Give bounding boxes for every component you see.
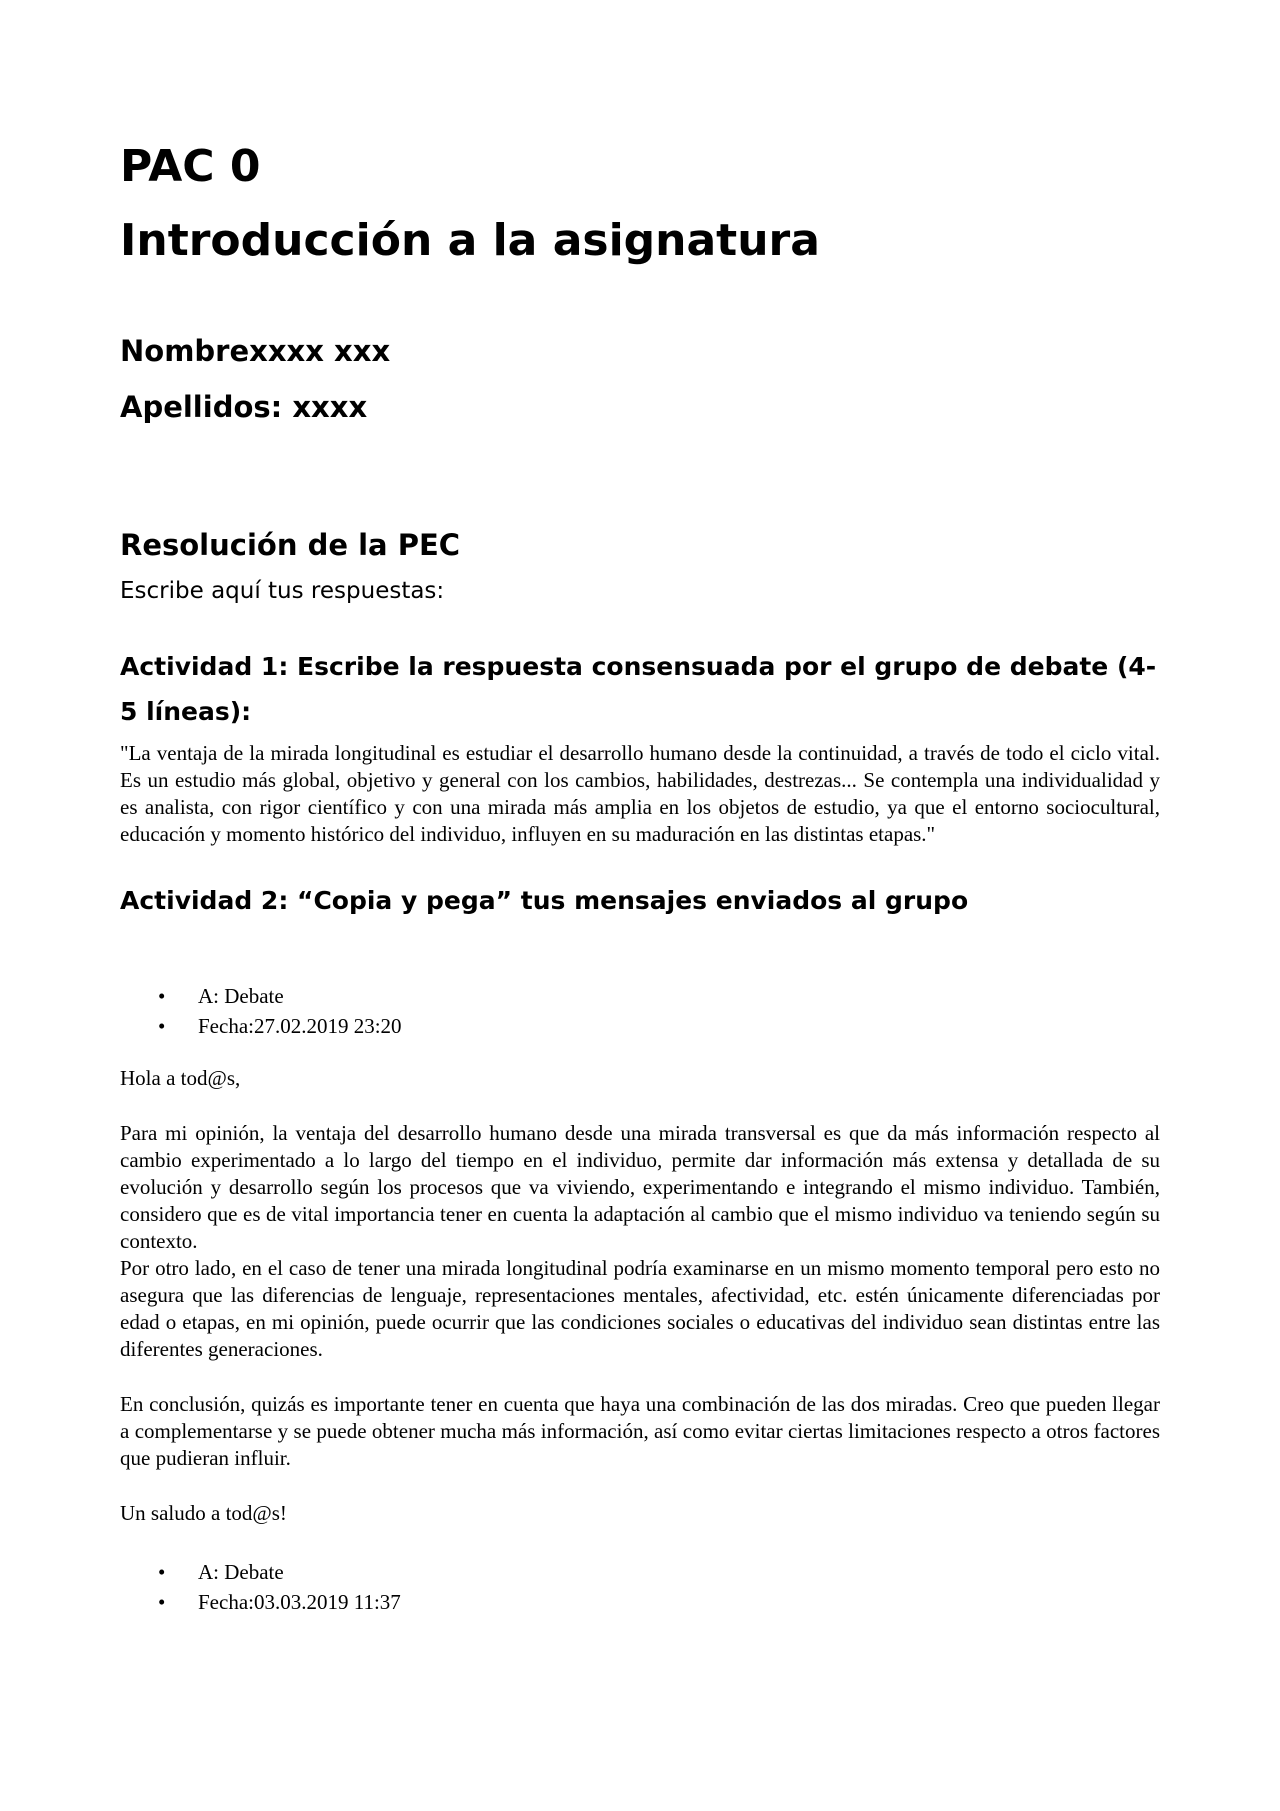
activity2-heading: Actividad 2: “Copia y pega” tus mensajes enviados al grupo bbox=[120, 886, 969, 915]
document-page bbox=[120, 140, 1160, 1617]
list-item bbox=[120, 1587, 1160, 1617]
student-surname: Apellidos: xxxx bbox=[120, 390, 368, 424]
message1-paragraph-2: Por otro lado, en el caso de tener una mirada longitudinal podría examinarse en un mismo momento temporal pero esto no asegura que las diferencias de lenguaje, representaciones mentales, afectividad, etc. estén únicamente diferenciadas por edad o etapas, en mi opinión, puede ocurrir que las condiciones sociales o educativas del individuo sean distintas entre las diferentes generaciones. bbox=[120, 1256, 1160, 1361]
bullet-icon: • bbox=[158, 1014, 166, 1038]
bullet-icon: • bbox=[158, 1560, 166, 1584]
list-item bbox=[120, 1557, 1160, 1587]
document-title: PAC 0 bbox=[120, 141, 261, 192]
message2-recipient: A: Debate bbox=[198, 1560, 284, 1584]
bullet-icon: • bbox=[158, 1590, 166, 1614]
message1-date: Fecha:27.02.2019 23:20 bbox=[198, 1014, 402, 1038]
document-subtitle: Introducción a la asignatura bbox=[120, 215, 820, 266]
message1-paragraph-1: Para mi opinión, la ventaja del desarrollo humano desde una mirada transversal es que da más información respecto al cambio experimentado a lo largo del tiempo en el individuo, permite dar información más extensa y detallada de su evolución y desarrollo según los procesos que va viviendo, experimentando e integrando el mismo individuo. También, considero que es de vital importancia tener en cuenta la adaptación al cambio que el mismo individuo va teniendo según su contexto. bbox=[120, 1121, 1160, 1253]
message2-date: Fecha:03.03.2019 11:37 bbox=[198, 1590, 401, 1614]
message1-recipient: A: Debate bbox=[198, 984, 284, 1008]
resolution-heading: Resolución de la PEC bbox=[120, 528, 461, 562]
student-name: Nombrexxxx xxx bbox=[120, 334, 391, 368]
message2-meta-list bbox=[120, 1557, 1160, 1617]
activity1-answer: "La ventaja de la mirada longitudinal es estudiar el desarrollo humano desde la continuidad, a través de todo el ciclo vital. Es un estudio más global, objetivo y general con los cambios, habilidades, destrezas... Se contempla una individualidad y es analista, con rigor científico y con una mirada más amplia en los objetos de estudio, ya que el entorno sociocultural, educación y momento histórico del individuo, influyen en su maduración en las distintas etapas." bbox=[120, 741, 1160, 846]
bullet-icon: • bbox=[158, 984, 166, 1008]
message1-meta-list bbox=[120, 981, 1160, 1041]
list-item bbox=[120, 981, 1160, 1011]
list-item bbox=[120, 1011, 1160, 1041]
resolution-instruction: Escribe aquí tus respuestas: bbox=[120, 578, 445, 604]
activity1-heading: Actividad 1: Escribe la respuesta consensuada por el grupo de debate (4-5 líneas): bbox=[120, 652, 1157, 726]
message1-closing: Un saludo a tod@s! bbox=[120, 1501, 287, 1525]
message1-paragraph-3: En conclusión, quizás es importante tener en cuenta que haya una combinación de las dos miradas. Creo que pueden llegar a complementarse y se puede obtener mucha más información, así como evitar ciertas limitaciones respecto a otros factores que pudieran influir. bbox=[120, 1392, 1160, 1470]
message1-greeting: Hola a tod@s, bbox=[120, 1066, 241, 1090]
